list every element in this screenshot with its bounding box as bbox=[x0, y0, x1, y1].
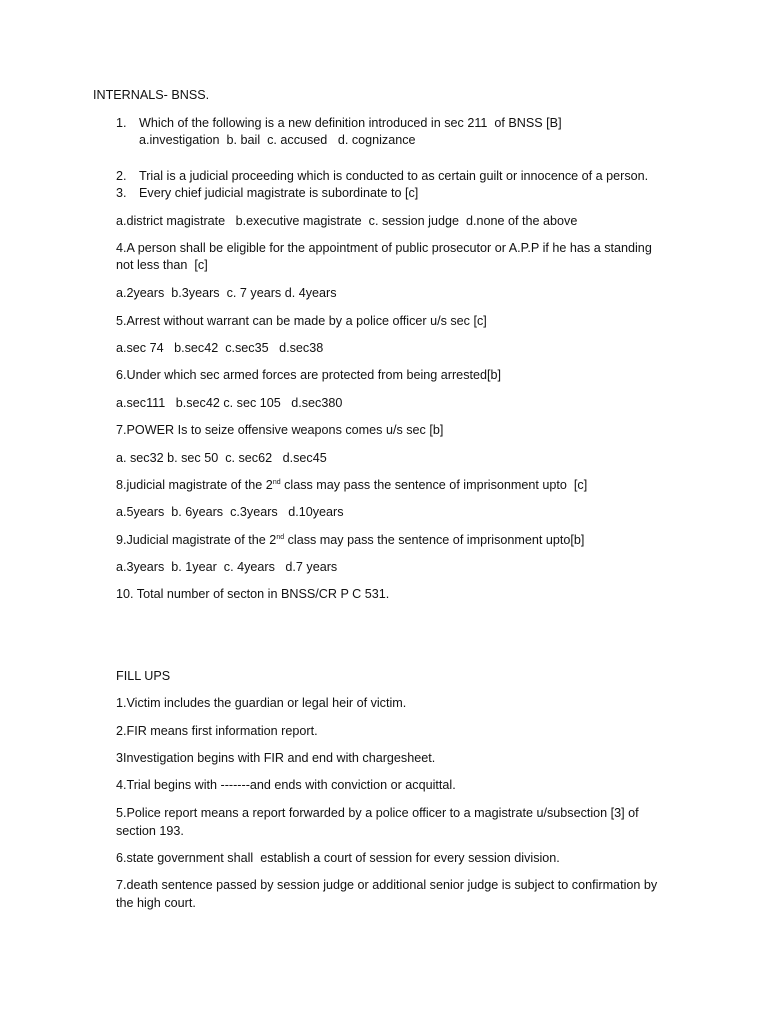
question-1-options: a.investigation b. bail c. accused d. cognizance bbox=[139, 133, 416, 147]
question-8-text bbox=[116, 476, 587, 494]
question-9-options: a.3years b. 1year c. 4years d.7 years bbox=[116, 560, 338, 574]
fill-up-2: 2.FIR means first information report. bbox=[116, 724, 318, 738]
question-9-text-start: 9.Judicial magistrate of the 2 bbox=[116, 533, 277, 547]
question-6-options: a.sec111 b.sec42 c. sec 105 d.sec380 bbox=[116, 396, 343, 410]
document-title: INTERNALS- BNSS. bbox=[93, 88, 210, 102]
question-1-text: Which of the following is a new definition introduced in sec 211 of BNSS [B] bbox=[139, 116, 562, 130]
question-3-options: a.district magistrate b.executive magistrate c. session judge d.none of the above bbox=[116, 214, 578, 228]
question-7-text: 7.POWER Is to seize offensive weapons comes u/s sec [b] bbox=[116, 423, 444, 437]
fill-up-1: 1.Victim includes the guardian or legal heir of victim. bbox=[116, 696, 407, 710]
fill-up-7-line2: the high court. bbox=[116, 896, 196, 910]
question-4-options: a.2years b.3years c. 7 years d. 4years bbox=[116, 286, 337, 300]
question-6-text: 6.Under which sec armed forces are protected from being arrested[b] bbox=[116, 368, 501, 382]
question-8-text-end: class may pass the sentence of imprisonment upto [c] bbox=[280, 478, 588, 492]
question-5-options: a.sec 74 b.sec42 c.sec35 d.sec38 bbox=[116, 341, 324, 355]
question-7-options: a. sec32 b. sec 50 c. sec62 d.sec45 bbox=[116, 451, 327, 465]
fill-up-7-line1: 7.death sentence passed by session judge or additional senior judge is subject to confirmation by bbox=[116, 878, 658, 892]
question-2-text: Trial is a judicial proceeding which is conducted to as certain guilt or innocence of a person. bbox=[139, 169, 649, 183]
question-8-ordinal-suffix: nd bbox=[272, 478, 281, 486]
question-3-number: 3. bbox=[116, 186, 127, 200]
question-4-text-line2: not less than [c] bbox=[116, 258, 208, 272]
question-8-text-start: 8.judicial magistrate of the 2 bbox=[116, 478, 273, 492]
fill-ups-heading: FILL UPS bbox=[116, 669, 171, 683]
question-10-text: 10. Total number of secton in BNSS/CR P C 531. bbox=[116, 587, 390, 601]
question-9-ordinal-suffix: nd bbox=[276, 533, 285, 541]
question-5-text: 5.Arrest without warrant can be made by a police officer u/s sec [c] bbox=[116, 314, 487, 328]
question-9-text-end: class may pass the sentence of imprisonment upto[b] bbox=[284, 533, 585, 547]
question-2-number: 2. bbox=[116, 169, 127, 183]
question-4-text-line1: 4.A person shall be eligible for the appointment of public prosecutor or A.P.P if he has a standing bbox=[116, 241, 652, 255]
fill-up-6: 6.state government shall establish a court of session for every session division. bbox=[116, 851, 560, 865]
question-1-number: 1. bbox=[116, 116, 127, 130]
question-3-text: Every chief judicial magistrate is subordinate to [c] bbox=[139, 186, 419, 200]
fill-up-3: 3Investigation begins with FIR and end with chargesheet. bbox=[116, 751, 436, 765]
fill-up-5-line1: 5.Police report means a report forwarded by a police officer to a magistrate u/subsection [3] of bbox=[116, 806, 639, 820]
question-8-options: a.5years b. 6years c.3years d.10years bbox=[116, 505, 344, 519]
question-9-text bbox=[116, 531, 584, 549]
fill-up-4: 4.Trial begins with -------and ends with conviction or acquittal. bbox=[116, 778, 456, 792]
fill-up-5-line2: section 193. bbox=[116, 824, 184, 838]
